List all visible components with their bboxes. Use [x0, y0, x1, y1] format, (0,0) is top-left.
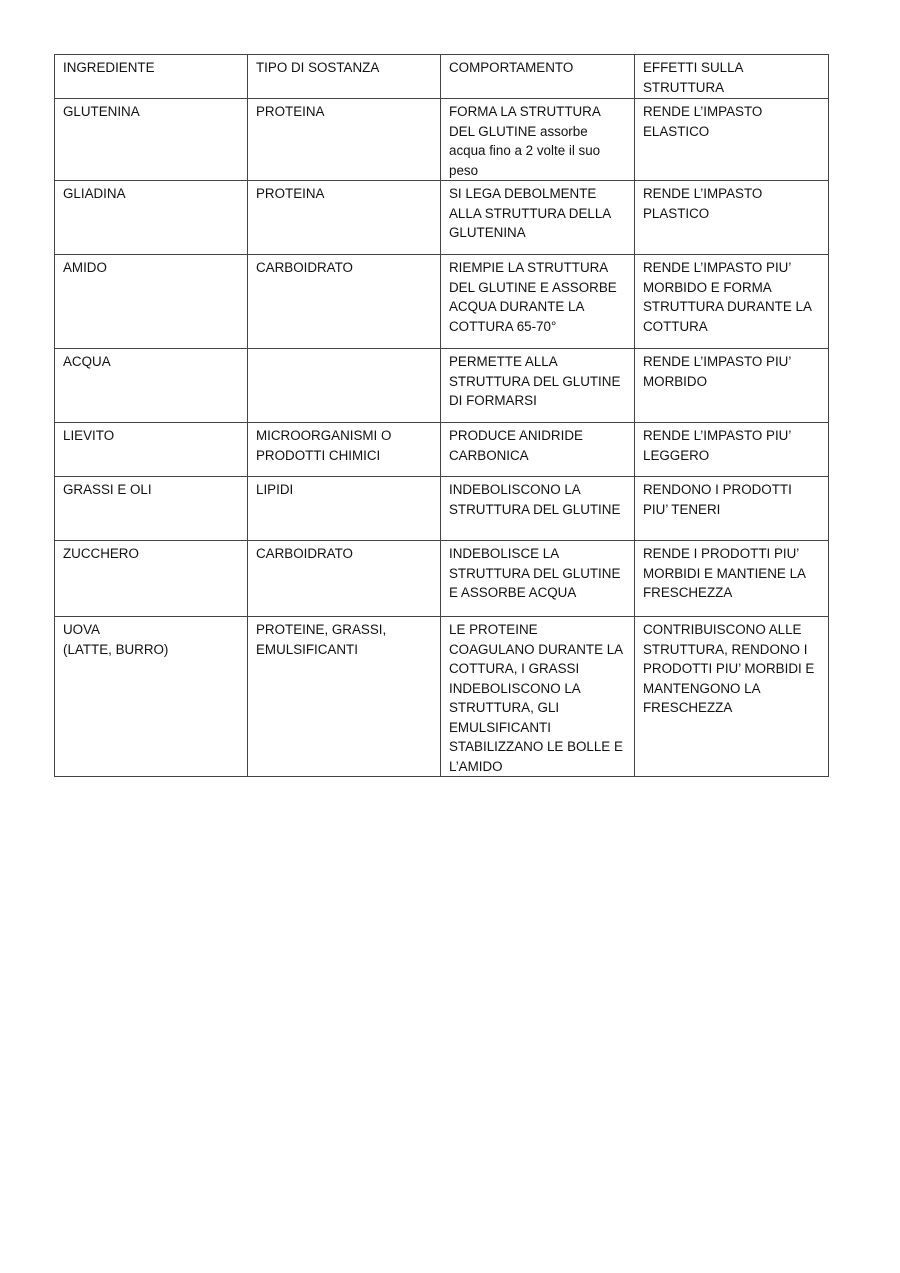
cell-effect: RENDE L’IMPASTO PIU’ LEGGERO — [635, 423, 829, 477]
cell-effect: RENDE L’IMPASTO PLASTICO — [635, 181, 829, 255]
cell-behavior: INDEBOLISCONO LA STRUTTURA DEL GLUTINE — [441, 477, 635, 541]
table-row — [55, 181, 829, 255]
cell-effect: RENDE L’IMPASTO PIU’ MORBIDO E FORMA STRUTTURA DURANTE LA COTTURA — [635, 255, 829, 349]
header-cell-behavior: COMPORTAMENTO — [441, 55, 635, 99]
header-cell-effect: EFFETTI SULLA STRUTTURA — [635, 55, 829, 99]
cell-effect: RENDE L’IMPASTO ELASTICO — [635, 99, 829, 181]
table-row — [55, 617, 829, 777]
cell-type: CARBOIDRATO — [248, 255, 441, 349]
table-header-row — [55, 55, 829, 99]
cell-type: PROTEINE, GRASSI, EMULSIFICANTI — [248, 617, 441, 777]
cell-effect: RENDONO I PRODOTTI PIU’ TENERI — [635, 477, 829, 541]
cell-effect: RENDE I PRODOTTI PIU’ MORBIDI E MANTIENE LA FRESCHEZZA — [635, 541, 829, 617]
cell-behavior: LE PROTEINE COAGULANO DURANTE LA COTTURA, I GRASSI INDEBOLISCONO LA STRUTTURA, GLI EMULSIFICANTI STABILIZZANO LE BOLLE E L’AMIDO — [441, 617, 635, 777]
cell-ingredient: LIEVITO — [55, 423, 248, 477]
table-row — [55, 99, 829, 181]
cell-behavior: PERMETTE ALLA STRUTTURA DEL GLUTINE DI FORMARSI — [441, 349, 635, 423]
table-row — [55, 255, 829, 349]
cell-behavior: PRODUCE ANIDRIDE CARBONICA — [441, 423, 635, 477]
cell-behavior: RIEMPIE LA STRUTTURA DEL GLUTINE E ASSORBE ACQUA DURANTE LA COTTURA 65-70° — [441, 255, 635, 349]
cell-behavior: FORMA LA STRUTTURA DEL GLUTINE assorbe acqua fino a 2 volte il suo peso — [441, 99, 635, 181]
cell-ingredient: AMIDO — [55, 255, 248, 349]
header-cell-type: TIPO DI SOSTANZA — [248, 55, 441, 99]
cell-effect: CONTRIBUISCONO ALLE STRUTTURA, RENDONO I PRODOTTI PIU’ MORBIDI E MANTENGONO LA FRESCHEZZA — [635, 617, 829, 777]
cell-ingredient: UOVA (LATTE, BURRO) — [55, 617, 248, 777]
cell-ingredient: GLUTENINA — [55, 99, 248, 181]
cell-ingredient: ZUCCHERO — [55, 541, 248, 617]
table-row — [55, 423, 829, 477]
cell-type: LIPIDI — [248, 477, 441, 541]
cell-ingredient: GRASSI E OLI — [55, 477, 248, 541]
table-row — [55, 349, 829, 423]
cell-ingredient: ACQUA — [55, 349, 248, 423]
cell-effect: RENDE L’IMPASTO PIU’ MORBIDO — [635, 349, 829, 423]
cell-type: MICROORGANISMI O PRODOTTI CHIMICI — [248, 423, 441, 477]
cell-behavior: INDEBOLISCE LA STRUTTURA DEL GLUTINE E ASSORBE ACQUA — [441, 541, 635, 617]
cell-type: PROTEINA — [248, 99, 441, 181]
cell-ingredient: GLIADINA — [55, 181, 248, 255]
cell-type: CARBOIDRATO — [248, 541, 441, 617]
ingredients-table — [54, 54, 829, 777]
cell-type — [248, 349, 441, 423]
cell-type: PROTEINA — [248, 181, 441, 255]
table-row — [55, 477, 829, 541]
header-cell-ingredient: INGREDIENTE — [55, 55, 248, 99]
table-row — [55, 541, 829, 617]
cell-behavior: SI LEGA DEBOLMENTE ALLA STRUTTURA DELLA GLUTENINA — [441, 181, 635, 255]
